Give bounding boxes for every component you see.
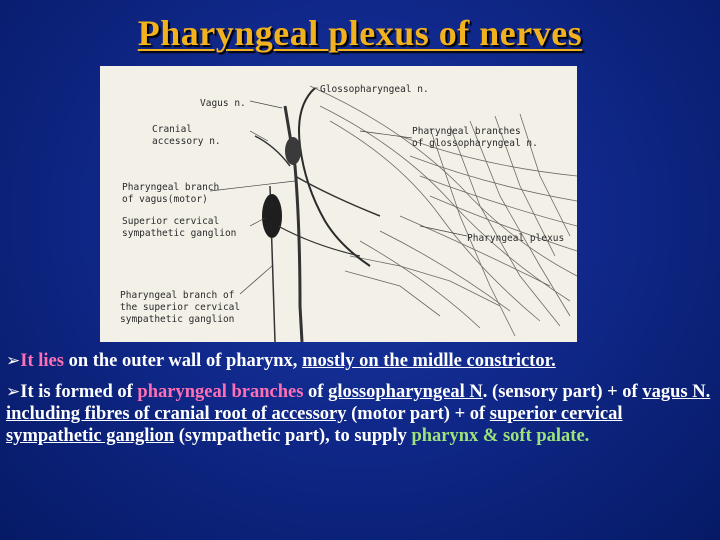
bullet-list (6, 350, 714, 447)
arrow-bullet-icon: ➢ (6, 382, 21, 402)
bullet2-pharynx-soft-palate: pharynx & soft palate. (411, 426, 590, 446)
label-branches-2: of glossopharyngeal n. (412, 138, 538, 149)
bullet2-vagus: vagus N. including fibres of cranial root of accessory (6, 382, 711, 424)
label-cranial-2: accessory n. (152, 136, 221, 147)
label-vagus: Vagus n. (200, 98, 246, 109)
cranial-accessory-nerve (255, 136, 290, 166)
pharynx-fibers (310, 86, 577, 336)
label-sym-branch-3: sympathetic ganglion (120, 314, 235, 325)
bullet-1 (6, 350, 714, 372)
sympathetic-pharyngeal-branch (278, 226, 360, 256)
bullet2-text-2: of (303, 382, 329, 402)
pharyngeal-plexus-diagram (100, 66, 577, 342)
label-sym-branch-2: the superior cervical (120, 302, 241, 313)
vagus-ganglion (285, 137, 301, 165)
slide-title: Pharyngeal plexus of nerves (137, 13, 583, 53)
diagram-drawing (100, 66, 577, 342)
bullet2-text-3: . (sensory part) + of (482, 382, 643, 402)
label-vagus-branch-2: of vagus(motor) (122, 194, 208, 205)
bullet-2 (6, 381, 714, 447)
bullet2-text-4: (motor part) + of (346, 404, 490, 424)
bullet1-lead: It lies (20, 351, 64, 371)
bullet1-text: on the outer wall of pharynx, (63, 351, 303, 371)
label-sym-branch-1: Pharyngeal branch of (120, 290, 235, 301)
label-scg-2: sympathetic ganglion (122, 228, 237, 239)
bullet2-glossopharyngeal: glossopharyngeal N (328, 382, 483, 402)
label-branches-1: Pharyngeal branches (412, 126, 521, 137)
bullet2-sympathetic-ganglion: superior cervical sympathetic ganglion (6, 404, 623, 446)
bullet2-text-5: (sympathetic part), to supply (174, 426, 412, 446)
label-vagus-branch-1: Pharyngeal branch (122, 182, 220, 193)
label-plexus: Pharyngeal plexus (467, 233, 565, 244)
bullet2-pharyngeal-branches: pharyngeal branches (137, 382, 304, 402)
glossopharyngeal-nerve (299, 88, 370, 266)
label-scg-1: Superior cervical (122, 216, 220, 227)
superior-cervical-ganglion (262, 194, 282, 238)
label-glossopharyngeal: Glossopharyngeal n. (320, 84, 429, 95)
bullet1-underlined: mostly on the midlle constrictor. (302, 351, 556, 371)
label-cranial-1: Cranial (152, 124, 193, 135)
arrow-bullet-icon: ➢ (6, 351, 21, 371)
bullet2-text-1: It is formed of (20, 382, 138, 402)
